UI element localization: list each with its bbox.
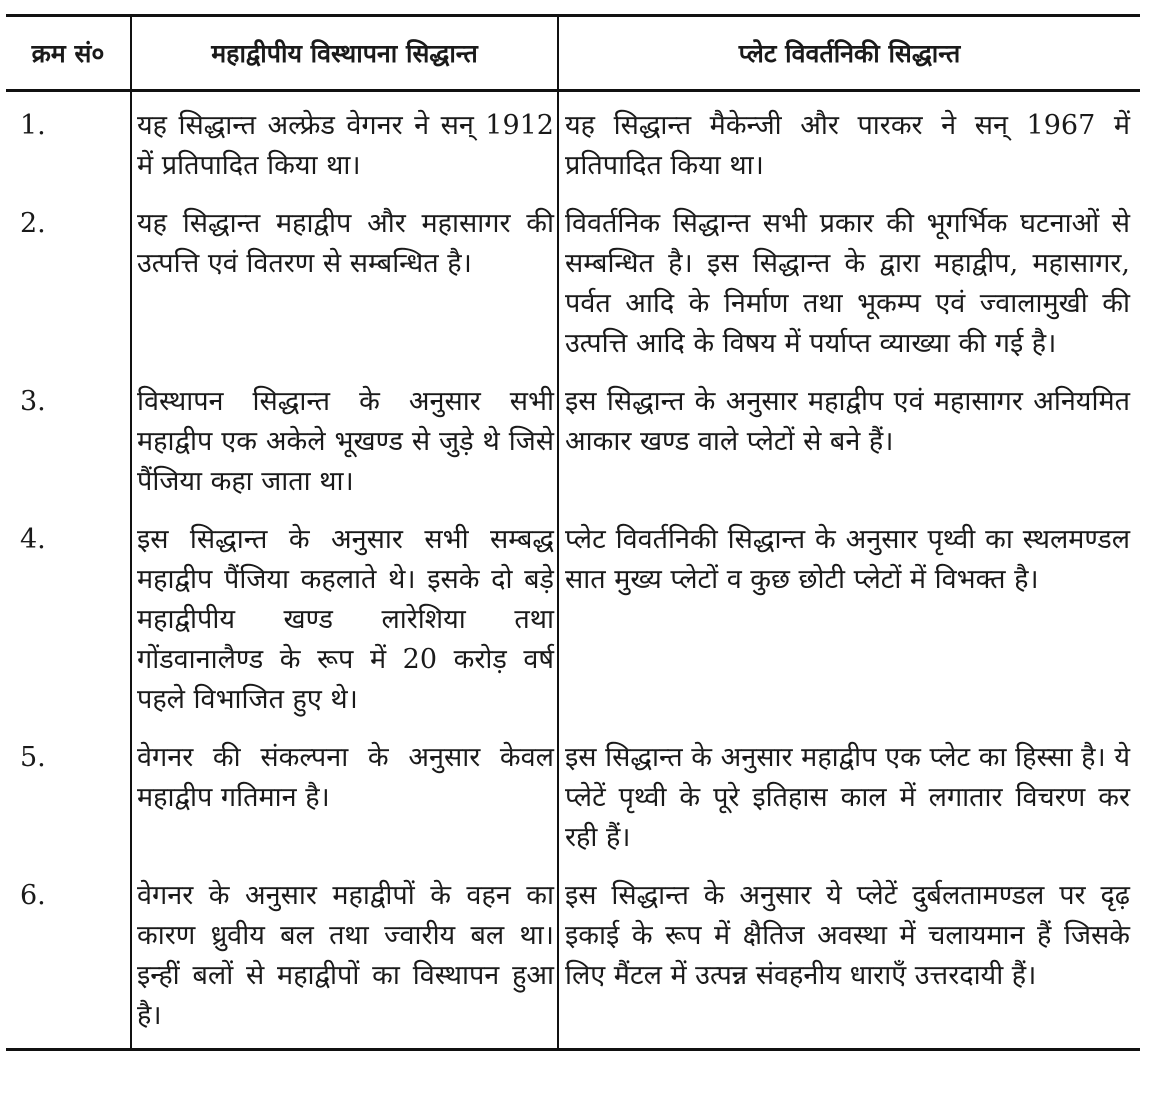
header-continental-drift: महाद्वीपीय विस्थापना सिद्धान्त <box>131 16 558 91</box>
continental-drift-cell: यह सिद्धान्त अल्फ्रेड वेगनर ने सन् 1912 में प्रतिपादित किया था। <box>131 91 558 195</box>
row-serial-number: 4. <box>20 524 46 555</box>
plate-tectonics-cell: विवर्तनिक सिद्धान्त सभी प्रकार की भूगर्भिक घटनाओं से सम्बन्धित है। इस सिद्धान्त के द्वारा महाद्वीप, महासागर, पर्वत आदि के निर्माण तथा भूकम्प एवं ज्वालामुखी की उत्पत्ति आदि के विषय में पर्याप्त व्याख्या की गई है। <box>558 194 1140 372</box>
continental-drift-cell: विस्थापन सिद्धान्त के अनुसार सभी महाद्वीप एक अकेले भूखण्ड से जुड़े थे जिसे पैंजिया कहा जाता था। <box>131 372 558 510</box>
table-row <box>6 866 1140 1050</box>
comparison-table <box>6 14 1140 1051</box>
plate-tectonics-cell: इस सिद्धान्त के अनुसार महाद्वीप एवं महासागर अनियमित आकार खण्ड वाले प्लेटों से बने हैं। <box>558 372 1140 510</box>
plate-tectonics-cell: प्लेट विवर्तनिकी सिद्धान्त के अनुसार पृथ्वी का स्थलमण्डल सात मुख्य प्लेटों व कुछ छोटी प्लेटों में विभक्त है। <box>558 510 1140 728</box>
table-row <box>6 194 1140 372</box>
row-serial-number: 1. <box>20 110 46 141</box>
continental-drift-cell: वेगनर की संकल्पना के अनुसार केवल महाद्वीप गतिमान है। <box>131 728 558 866</box>
table-header <box>6 16 1140 91</box>
row-serial-number: 2. <box>20 208 46 239</box>
continental-drift-cell: इस सिद्धान्त के अनुसार सभी सम्बद्ध महाद्वीप पैंजिया कहलाते थे। इसके दो बड़े महाद्वीपीय खण्ड लारेशिया तथा गोंडवानालैण्ड के रूप में 20 करोड़ वर्ष पहले विभाजित हुए थे। <box>131 510 558 728</box>
plate-tectonics-cell: इस सिद्धान्त के अनुसार ये प्लेटें दुर्बलतामण्डल पर दृढ़ इकाई के रूप में क्षैतिज अवस्था में चलायमान हैं जिसके लिए मैंटल में उत्पन्न संवहनीय धाराएँ उत्तरदायी हैं। <box>558 866 1140 1050</box>
header-serial-number: क्रम सं० <box>6 16 131 91</box>
table-row <box>6 91 1140 195</box>
row-serial-number: 6. <box>6 866 131 1050</box>
plate-tectonics-cell: इस सिद्धान्त के अनुसार महाद्वीप एक प्लेट का हिस्सा है। ये प्लेटें पृथ्वी के पूरे इतिहास काल में लगातार विचरण कर रही हैं। <box>558 728 1140 866</box>
table-row <box>6 510 1140 728</box>
table-row <box>6 372 1140 510</box>
row-serial-number: 5. <box>20 742 46 773</box>
table-body <box>6 91 1140 1050</box>
row-serial-number: 3. <box>20 386 46 417</box>
continental-drift-cell: वेगनर के अनुसार महाद्वीपों के वहन का कारण ध्रुवीय बल तथा ज्वारीय बल था। इन्हीं बलों से महाद्वीपों का विस्थापन हुआ है। <box>131 866 558 1050</box>
header-row <box>6 16 1140 91</box>
header-plate-tectonics: प्लेट विवर्तनिकी सिद्धान्त <box>558 16 1140 91</box>
table-row <box>6 728 1140 866</box>
plate-tectonics-cell: यह सिद्धान्त मैकेन्जी और पारकर ने सन् 1967 में प्रतिपादित किया था। <box>558 91 1140 195</box>
continental-drift-cell: यह सिद्धान्त महाद्वीप और महासागर की उत्पत्ति एवं वितरण से सम्बन्धित है। <box>131 194 558 372</box>
